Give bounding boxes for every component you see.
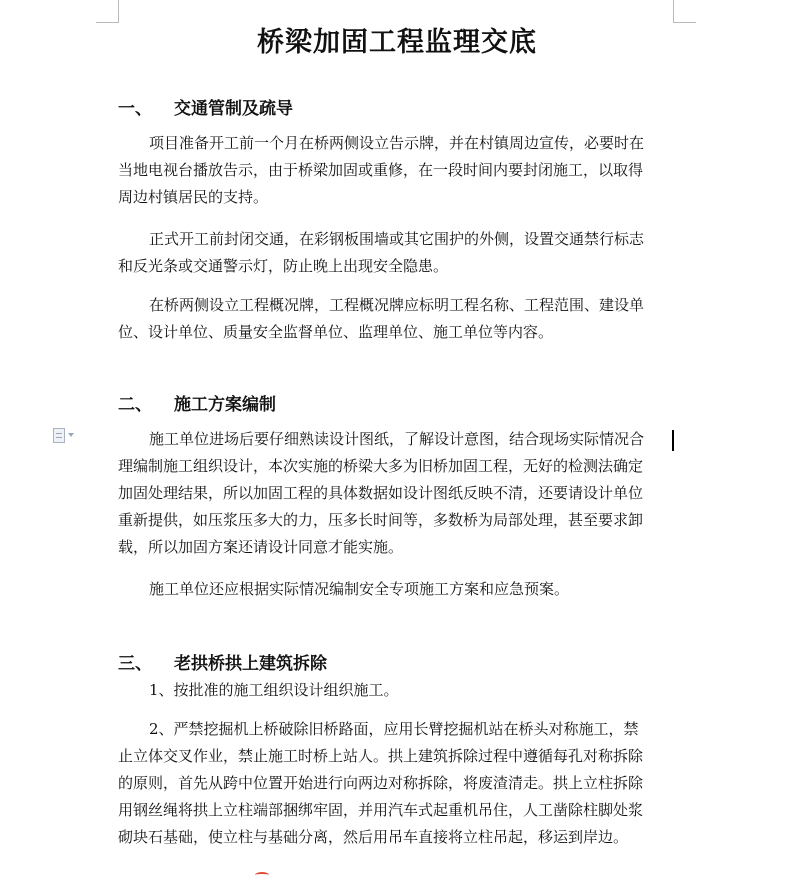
paragraph-line: 正式开工前封闭交通，在彩钢板围墙或其它围护的外侧，设置交通禁行标志 bbox=[149, 230, 645, 248]
paragraph-line: 2、严禁挖掘机上桥破除旧桥路面，应用长臂挖掘机站在桥头对称施工，禁 bbox=[149, 720, 639, 738]
section-heading-1 bbox=[118, 94, 293, 119]
paragraph bbox=[118, 716, 672, 851]
section-heading-text: 交通管制及疏导 bbox=[174, 99, 293, 119]
paragraph-line: 施工单位进场后要仔细熟读设计图纸，了解设计意图，结合现场实际情况合 bbox=[149, 430, 645, 448]
paragraph bbox=[118, 226, 672, 280]
paragraph bbox=[118, 292, 672, 346]
paragraph-line: 当地电视台播放告示，由于桥梁加固或重修，在一段时间内要封闭施工，以取得 bbox=[118, 161, 644, 179]
paragraph-line: 砌块石基础，使立柱与基础分离，然后用吊车直接将立柱吊起，移运到岸边。 bbox=[118, 828, 629, 846]
paragraph-line: 周边村镇居民的支持。 bbox=[118, 188, 269, 206]
paragraph-line: 止立体交叉作业，禁止施工时桥上站人。拱上建筑拆除过程中遵循每孔对称拆除 bbox=[118, 747, 644, 765]
text-cursor bbox=[672, 430, 674, 451]
paragraph bbox=[118, 426, 672, 561]
paragraph-line: 载，所以加固方案还请设计同意才能实施。 bbox=[118, 538, 404, 556]
paragraph-menu-icon[interactable] bbox=[53, 428, 79, 442]
section-heading-text: 施工方案编制 bbox=[174, 395, 276, 415]
paragraph-line: 加固处理结果，所以加固工程的具体数据如设计图纸反映不清，还要请设计单位 bbox=[118, 484, 644, 502]
paragraph bbox=[118, 130, 672, 211]
paragraph-line: 在桥两侧设立工程概况牌，工程概况牌应标明工程名称、工程范围、建设单 bbox=[149, 296, 645, 314]
paragraph-line: 1、按批准的施工组织设计组织施工。 bbox=[149, 681, 399, 699]
section-heading-2 bbox=[118, 390, 276, 415]
paragraph-line: 用钢丝绳将拱上立柱端部捆绑牢固，并用汽车式起重机吊住，人工凿除柱脚处浆 bbox=[118, 801, 644, 819]
paragraph-line: 和反光条或交通警示灯，防止晚上出现安全隐患。 bbox=[118, 257, 449, 275]
paragraph-line: 理编制施工组织设计，本次实施的桥梁大多为旧桥加固工程，无好的检测法确定 bbox=[118, 457, 644, 475]
paragraph bbox=[118, 677, 672, 704]
section-heading-text: 老拱桥拱上建筑拆除 bbox=[174, 654, 327, 674]
section-number: 一、 bbox=[118, 99, 152, 119]
document-title: 桥梁加固工程监理交底 bbox=[257, 27, 537, 58]
paragraph-line: 的原则，首先从跨中位置开始进行向两边对称拆除，将废渣清走。拱上立柱拆除 bbox=[118, 774, 644, 792]
paragraph-line: 位、设计单位、质量安全监督单位、监理单位、施工单位等内容。 bbox=[118, 323, 554, 341]
paragraph bbox=[118, 576, 672, 603]
paragraph-line: 项目准备开工前一个月在桥两侧设立告示牌，并在村镇周边宣传，必要时在 bbox=[149, 134, 645, 152]
paragraph-line: 施工单位还应根据实际情况编制安全专项施工方案和应急预案。 bbox=[149, 580, 570, 598]
section-number: 二、 bbox=[118, 395, 152, 415]
section-number: 三、 bbox=[118, 654, 152, 674]
document-icon bbox=[53, 428, 65, 443]
dropdown-arrow-icon bbox=[68, 433, 74, 437]
section-heading-3 bbox=[118, 649, 327, 674]
paragraph-line: 重新提供，如压浆压多大的力，压多长时间等，多数桥为局部处理，甚至要求卸 bbox=[118, 511, 644, 529]
red-ink-mark bbox=[255, 872, 269, 878]
